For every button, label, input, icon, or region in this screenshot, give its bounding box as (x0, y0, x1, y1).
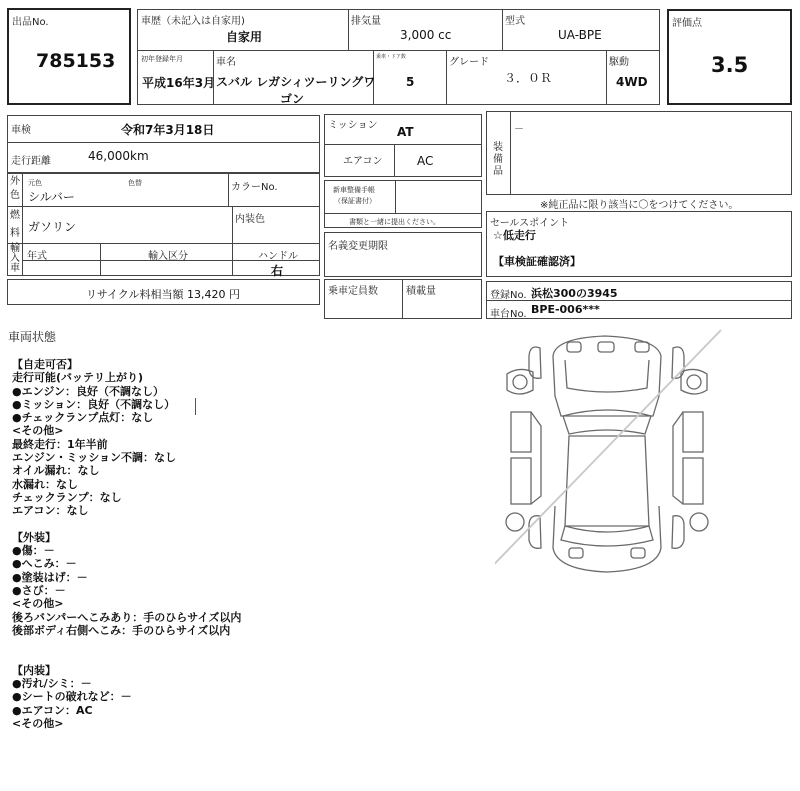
condition-line: 最終走行：1年半前 (12, 437, 108, 451)
doors-label: 乗車・ドア数 (376, 54, 406, 60)
interior-color-label: 内装色 (235, 214, 265, 225)
import-char-3: 車 (10, 263, 20, 274)
recycle-fee-box (7, 279, 320, 305)
sales-point-label: セールスポイント (490, 218, 570, 229)
sales-point-box (486, 211, 792, 277)
mission-value: AT (397, 125, 414, 139)
exterior-color-value: シルバー (28, 190, 75, 204)
condition-line: ●エアコン：AC (12, 703, 93, 717)
fuel-value: ガソリン (28, 220, 77, 234)
fuel-char-2: 料 (10, 228, 20, 239)
condition-line: 【外装】 (12, 530, 56, 544)
sales-point-line1: ☆低走行 (493, 229, 536, 242)
model-code-value: UA-BPE (558, 28, 602, 42)
maintenance-record-box (324, 180, 482, 228)
handle-label: ハンドル (258, 251, 298, 262)
equipment-note: ※純正品に限り該当に〇をつけてください。 (540, 200, 739, 211)
original-color-label: 元色 (28, 179, 42, 187)
condition-line: ●シートの破れなど：－ (12, 690, 132, 704)
color-number-label: カラーNo. (231, 182, 278, 193)
mission-aircon-box (324, 114, 482, 177)
score-label: 評価点 (672, 18, 702, 29)
lot-number-label: 出品No. (12, 17, 49, 28)
registration-label: 登録No. (490, 290, 527, 301)
maintenance-label-line2: （保証書付） (334, 197, 376, 205)
aircon-value: AC (417, 154, 434, 168)
condition-line: チェックランプ：なし (12, 490, 122, 504)
condition-line: <その他> (12, 717, 64, 731)
car-diagram-icon (495, 326, 725, 576)
import-type-label: 輸入区分 (148, 251, 188, 262)
car-name-value-line2: ゴン (280, 92, 305, 106)
registration-chassis-box (486, 281, 792, 319)
first-registration-label: 初年登録年月 (141, 55, 183, 63)
condition-line: ●さび：－ (12, 584, 66, 598)
grade-value: ３．０Ｒ (504, 71, 553, 85)
condition-title: 車両状態 (8, 330, 57, 344)
condition-line: ●エンジン：良好（不調なし） (12, 384, 165, 398)
changed-color-label: 色替 (128, 179, 142, 187)
import-vertical-label (9, 244, 21, 274)
displacement-label: 排気量 (351, 16, 381, 27)
car-name-value-line1: スバル レガシィツーリングワ (216, 75, 376, 89)
drive-value: 4WD (616, 75, 648, 89)
condition-line: ●チェックランプ点灯：なし (12, 411, 154, 425)
color-fuel-import-box (7, 173, 320, 276)
equipment-char-3: 品 (493, 166, 503, 177)
car-info-grid (137, 9, 660, 105)
maintenance-label-line1: 新車整備手帳 (333, 186, 375, 194)
inspection-value: 令和7年3月18日 (121, 123, 215, 137)
capacity-label: 乗車定員数 (328, 286, 378, 297)
score-box (667, 9, 792, 105)
condition-line: 後部ボディ右側へこみ：手のひらサイズ以内 (12, 623, 231, 637)
doors-value: 5 (406, 75, 415, 89)
condition-line (12, 518, 241, 531)
grade-label: グレード (449, 57, 489, 68)
aircon-label: エアコン (343, 156, 383, 167)
drive-label: 駆動 (609, 57, 629, 68)
chassis-value: BPE-006*** (531, 303, 600, 316)
condition-line: オイル漏れ：なし (12, 464, 100, 478)
history-value: 自家用 (226, 30, 263, 44)
condition-line: <その他> (12, 597, 64, 611)
import-char-2: 入 (10, 253, 20, 264)
import-char-1: 輸 (10, 243, 20, 254)
fuel-vertical-label (9, 210, 21, 240)
capacity-load-box (324, 279, 482, 319)
displacement-value: 3,000 cc (400, 28, 452, 42)
condition-line: エンジン・ミッション不調：なし (12, 451, 177, 465)
handle-value: 右 (271, 264, 284, 278)
load-label: 積載量 (406, 286, 436, 297)
owner-change-box (324, 232, 482, 277)
equipment-value: － (514, 124, 524, 135)
condition-line (12, 651, 241, 664)
lot-number-value: 785153 (36, 50, 116, 72)
sales-point-line2: 【車検証確認済】 (493, 255, 581, 268)
model-year-label: 年式 (27, 251, 47, 262)
car-name-label: 車名 (216, 57, 236, 68)
exterior-char-2: 色 (10, 190, 20, 201)
condition-line (12, 637, 241, 650)
condition-line: 後ろバンパーへこみあり：手のひらサイズ以内 (12, 610, 242, 624)
mileage-label: 走行距離 (11, 156, 51, 167)
exterior-char-1: 外 (10, 176, 20, 187)
exterior-vertical-label (9, 176, 21, 202)
fuel-char-1: 燃 (10, 210, 20, 221)
recycle-fee-text: リサイクル料相当額 13,420 円 (86, 288, 240, 301)
equipment-char-2: 備 (493, 154, 503, 165)
lot-number-box (7, 8, 131, 105)
condition-line: ●塗装はげ：－ (12, 570, 88, 584)
equipment-vertical-label (492, 142, 504, 178)
history-label: 車歴（未記入は自家用) (141, 16, 245, 27)
condition-line: 【自走可否】 (12, 358, 78, 371)
inspection-label: 車検 (11, 125, 31, 136)
condition-line: <その他> (12, 424, 64, 438)
condition-line: 【内装】 (12, 663, 56, 677)
mission-label: ミッション (328, 120, 378, 131)
maintenance-note: 書類と一緒に提出ください。 (349, 218, 440, 226)
condition-line: エアコン：なし (12, 504, 89, 518)
score-value: 3.5 (711, 53, 749, 77)
condition-line: 走行可能(バッテリ上がり) (12, 371, 144, 385)
registration-value: 浜松300の3945 (531, 287, 618, 300)
condition-line: ●へこみ：－ (12, 557, 77, 571)
condition-notes (12, 358, 241, 730)
owner-change-label: 名義変更期限 (328, 241, 388, 252)
model-code-label: 型式 (505, 16, 525, 27)
condition-line: ●ミッション：良好（不調なし） (12, 397, 176, 411)
condition-line: 水漏れ：なし (12, 477, 78, 491)
mileage-value: 46,000km (88, 149, 149, 163)
condition-line: ●汚れ/シミ：－ (12, 677, 92, 691)
equipment-box (486, 111, 792, 195)
chassis-label: 車台No. (490, 309, 527, 320)
inspection-mileage-box (7, 115, 320, 173)
first-registration-value: 平成16年3月 (142, 76, 216, 90)
condition-line: ●傷：－ (12, 544, 55, 558)
equipment-char-1: 装 (493, 142, 503, 153)
